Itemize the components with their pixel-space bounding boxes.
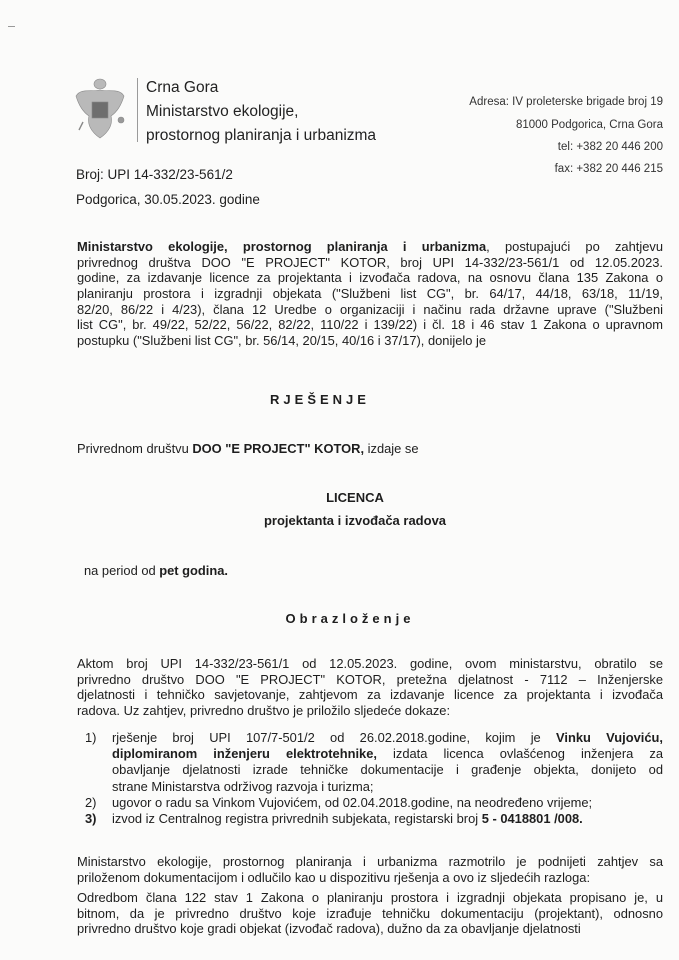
- text-segment: rješenje broj UPI 107/7-501/2 od 26.02.2018.godine, kojim je: [112, 730, 557, 745]
- text-line: [77, 870, 663, 886]
- text-segment: izdaje se: [364, 441, 419, 456]
- telephone: tel: +382 20 446 200: [557, 141, 663, 153]
- bold-text: diplomiranom inženjeru elektrotehnike,: [112, 746, 377, 762]
- list-item: [85, 795, 663, 811]
- text-line: [77, 270, 663, 286]
- list-item-text: [112, 730, 663, 746]
- decision-line: [77, 441, 419, 457]
- text-line: [77, 317, 663, 333]
- reasoning-paragraph-2: [77, 854, 663, 885]
- fax: fax: +382 20 446 215: [554, 163, 663, 175]
- document-number: Broj: UPI 14-332/23-561/2: [76, 167, 233, 182]
- text-segment: na period od: [84, 563, 160, 578]
- list-number: [85, 746, 112, 762]
- list-number: [85, 779, 112, 795]
- text-segment: Aktom broj UPI 14-332/23-561/1 od 12.05.2023. godine, ovom ministarstvu, obratilo se: [77, 656, 663, 671]
- list-item: [85, 779, 663, 795]
- licence-title: LICENCA: [326, 490, 384, 505]
- licence-subtitle: projektanta i izvođača radova: [263, 513, 447, 528]
- text-line: [77, 890, 663, 906]
- city: 81000 Podgorica, Crna Gora: [515, 119, 663, 131]
- ministry-name-line2: prostornog planiranja i urbanizma: [146, 127, 377, 144]
- text-segment: list CG", br. 49/22, 52/22, 56/22, 82/22, 110/22 i 139/22) i čl. 18 i 46 stav 1 Zakona o upravnom: [77, 317, 663, 333]
- text-line: [77, 687, 663, 703]
- reasoning-title: Obrazloženje: [285, 611, 415, 626]
- header-divider: [137, 78, 138, 142]
- text-segment: djelatnosti i tehničko savjetovanje, zahtjevom za izdavanje licence za projektanta i izvođača: [77, 687, 663, 703]
- list-item-text: [112, 746, 663, 762]
- text-segment: privrednog društva DOO "E PROJECT" KOTOR, broj UPI 14-332/23-561/1 od 12.05.2023.: [77, 254, 663, 270]
- evidence-list: [85, 730, 663, 827]
- licence-period: [84, 563, 228, 579]
- text-line: [77, 906, 663, 922]
- text-segment: Odredbom člana 122 stav 1 Zakona o planiranju prostora i izgradnji objekata propisano je, u: [77, 890, 663, 905]
- list-number: 1): [85, 730, 97, 745]
- list-item: [85, 762, 663, 778]
- text-segment: postupku ("Službeni list CG", br. 56/14, 20/15, 40/16 i 37/17), donijelo je: [77, 333, 487, 349]
- reasoning-paragraph-1: [77, 656, 663, 719]
- list-item: [85, 811, 663, 827]
- text-segment: obavljanje djelatnosti izrade tehničke dokumentacije i građenje objekta, donijeto od: [112, 762, 663, 778]
- place-date: Podgorica, 30.05.2023. godine: [76, 192, 260, 207]
- text-line: [77, 333, 663, 349]
- text-line: [77, 302, 663, 318]
- intro-paragraph: [77, 239, 663, 349]
- text-segment: Privrednom društvu: [77, 441, 193, 456]
- text-line: [77, 854, 663, 870]
- bold-text: DOO "E PROJECT" KOTOR,: [192, 441, 365, 456]
- list-number: [85, 762, 112, 778]
- text-segment: planiranju prostora i izgradnji objekata ("Službeni list CG", br. 64/17, 44/18, 63/18, 11/19,: [77, 286, 663, 302]
- scan-mark: [8, 26, 15, 27]
- text-segment: strane Ministarstva održivog razvoja i turizma;: [112, 778, 374, 794]
- text-segment: priloženom dokumentacijom i odlučilo kao u dispozitivu rješenja a ovo iz sljedećih razloga:: [77, 869, 591, 885]
- decision-title: RJEŠENJE: [270, 392, 370, 407]
- text-segment: , postupajući po zahtjevu: [486, 239, 663, 254]
- text-segment: 82/20, 86/22 i 4/23), člana 12 Uredbe o organizaciji i načinu rada državne uprave ("Službeni: [77, 301, 663, 317]
- text-line: [77, 921, 663, 937]
- bold-text: 5 - 0418801 /008.: [481, 810, 583, 826]
- list-item-text: [112, 762, 663, 778]
- list-item: [85, 730, 663, 746]
- text-segment: privredno društvo koje gradi objekat (izvođač radova), dužno da za obavljanje djelatnosti: [77, 921, 581, 937]
- bold-text: pet godina.: [159, 563, 229, 578]
- coat-of-arms-icon: [73, 76, 127, 142]
- text-segment: godine, za izdavanje licence za projektanta i izvođača radova, na osnovu člana 135 Zakona o: [77, 270, 663, 286]
- list-item-text: [112, 811, 663, 827]
- ministry-name-line1: Ministarstvo ekologije,: [146, 103, 299, 120]
- list-item: [85, 746, 663, 762]
- text-segment: bitnom, da je privredno društvo koje izrađuje tehničku dokumentaciju (projektant), odnosno: [77, 905, 663, 921]
- bold-text: Vinku Vujoviću,: [556, 730, 663, 745]
- country-name: Crna Gora: [146, 79, 219, 96]
- text-line: [77, 239, 663, 255]
- text-segment: ugovor o radu sa Vinkom Vujovićem, od 02.04.2018.godine, na neodređeno vrijeme;: [112, 794, 593, 810]
- text-segment: izvod iz Centralnog registra privrednih subjekata, registarski broj: [112, 810, 482, 826]
- text-line: [77, 703, 663, 719]
- list-item-text: [112, 795, 663, 811]
- text-line: [77, 656, 663, 672]
- text-segment: privredno društvo DOO "E PROJECT" KOTOR, pretežna djelatnost - 7112 – Inženjerske: [77, 671, 663, 687]
- address: Adresa: IV proleterske brigade broj 19: [469, 96, 663, 108]
- text-line: [77, 286, 663, 302]
- bold-text: Ministarstvo ekologije, prostornog planiranja i urbanizma: [77, 239, 487, 254]
- list-number: 2): [85, 794, 97, 810]
- text-segment: radova. Uz zahtjev, privredno društvo je priložilo sljedeće dokaze:: [77, 703, 451, 719]
- reasoning-paragraph-3: [77, 890, 663, 937]
- list-item-text: [112, 779, 663, 795]
- list-number: 3): [85, 810, 97, 826]
- text-line: [77, 255, 663, 271]
- text-segment: izdata licenca ovlašćenog inženjera za: [376, 746, 663, 762]
- text-segment: Ministarstvo ekologije, prostornog planiranja i urbanizma razmotrilo je podnijeti zahtjev sa: [77, 854, 663, 869]
- text-line: [77, 672, 663, 688]
